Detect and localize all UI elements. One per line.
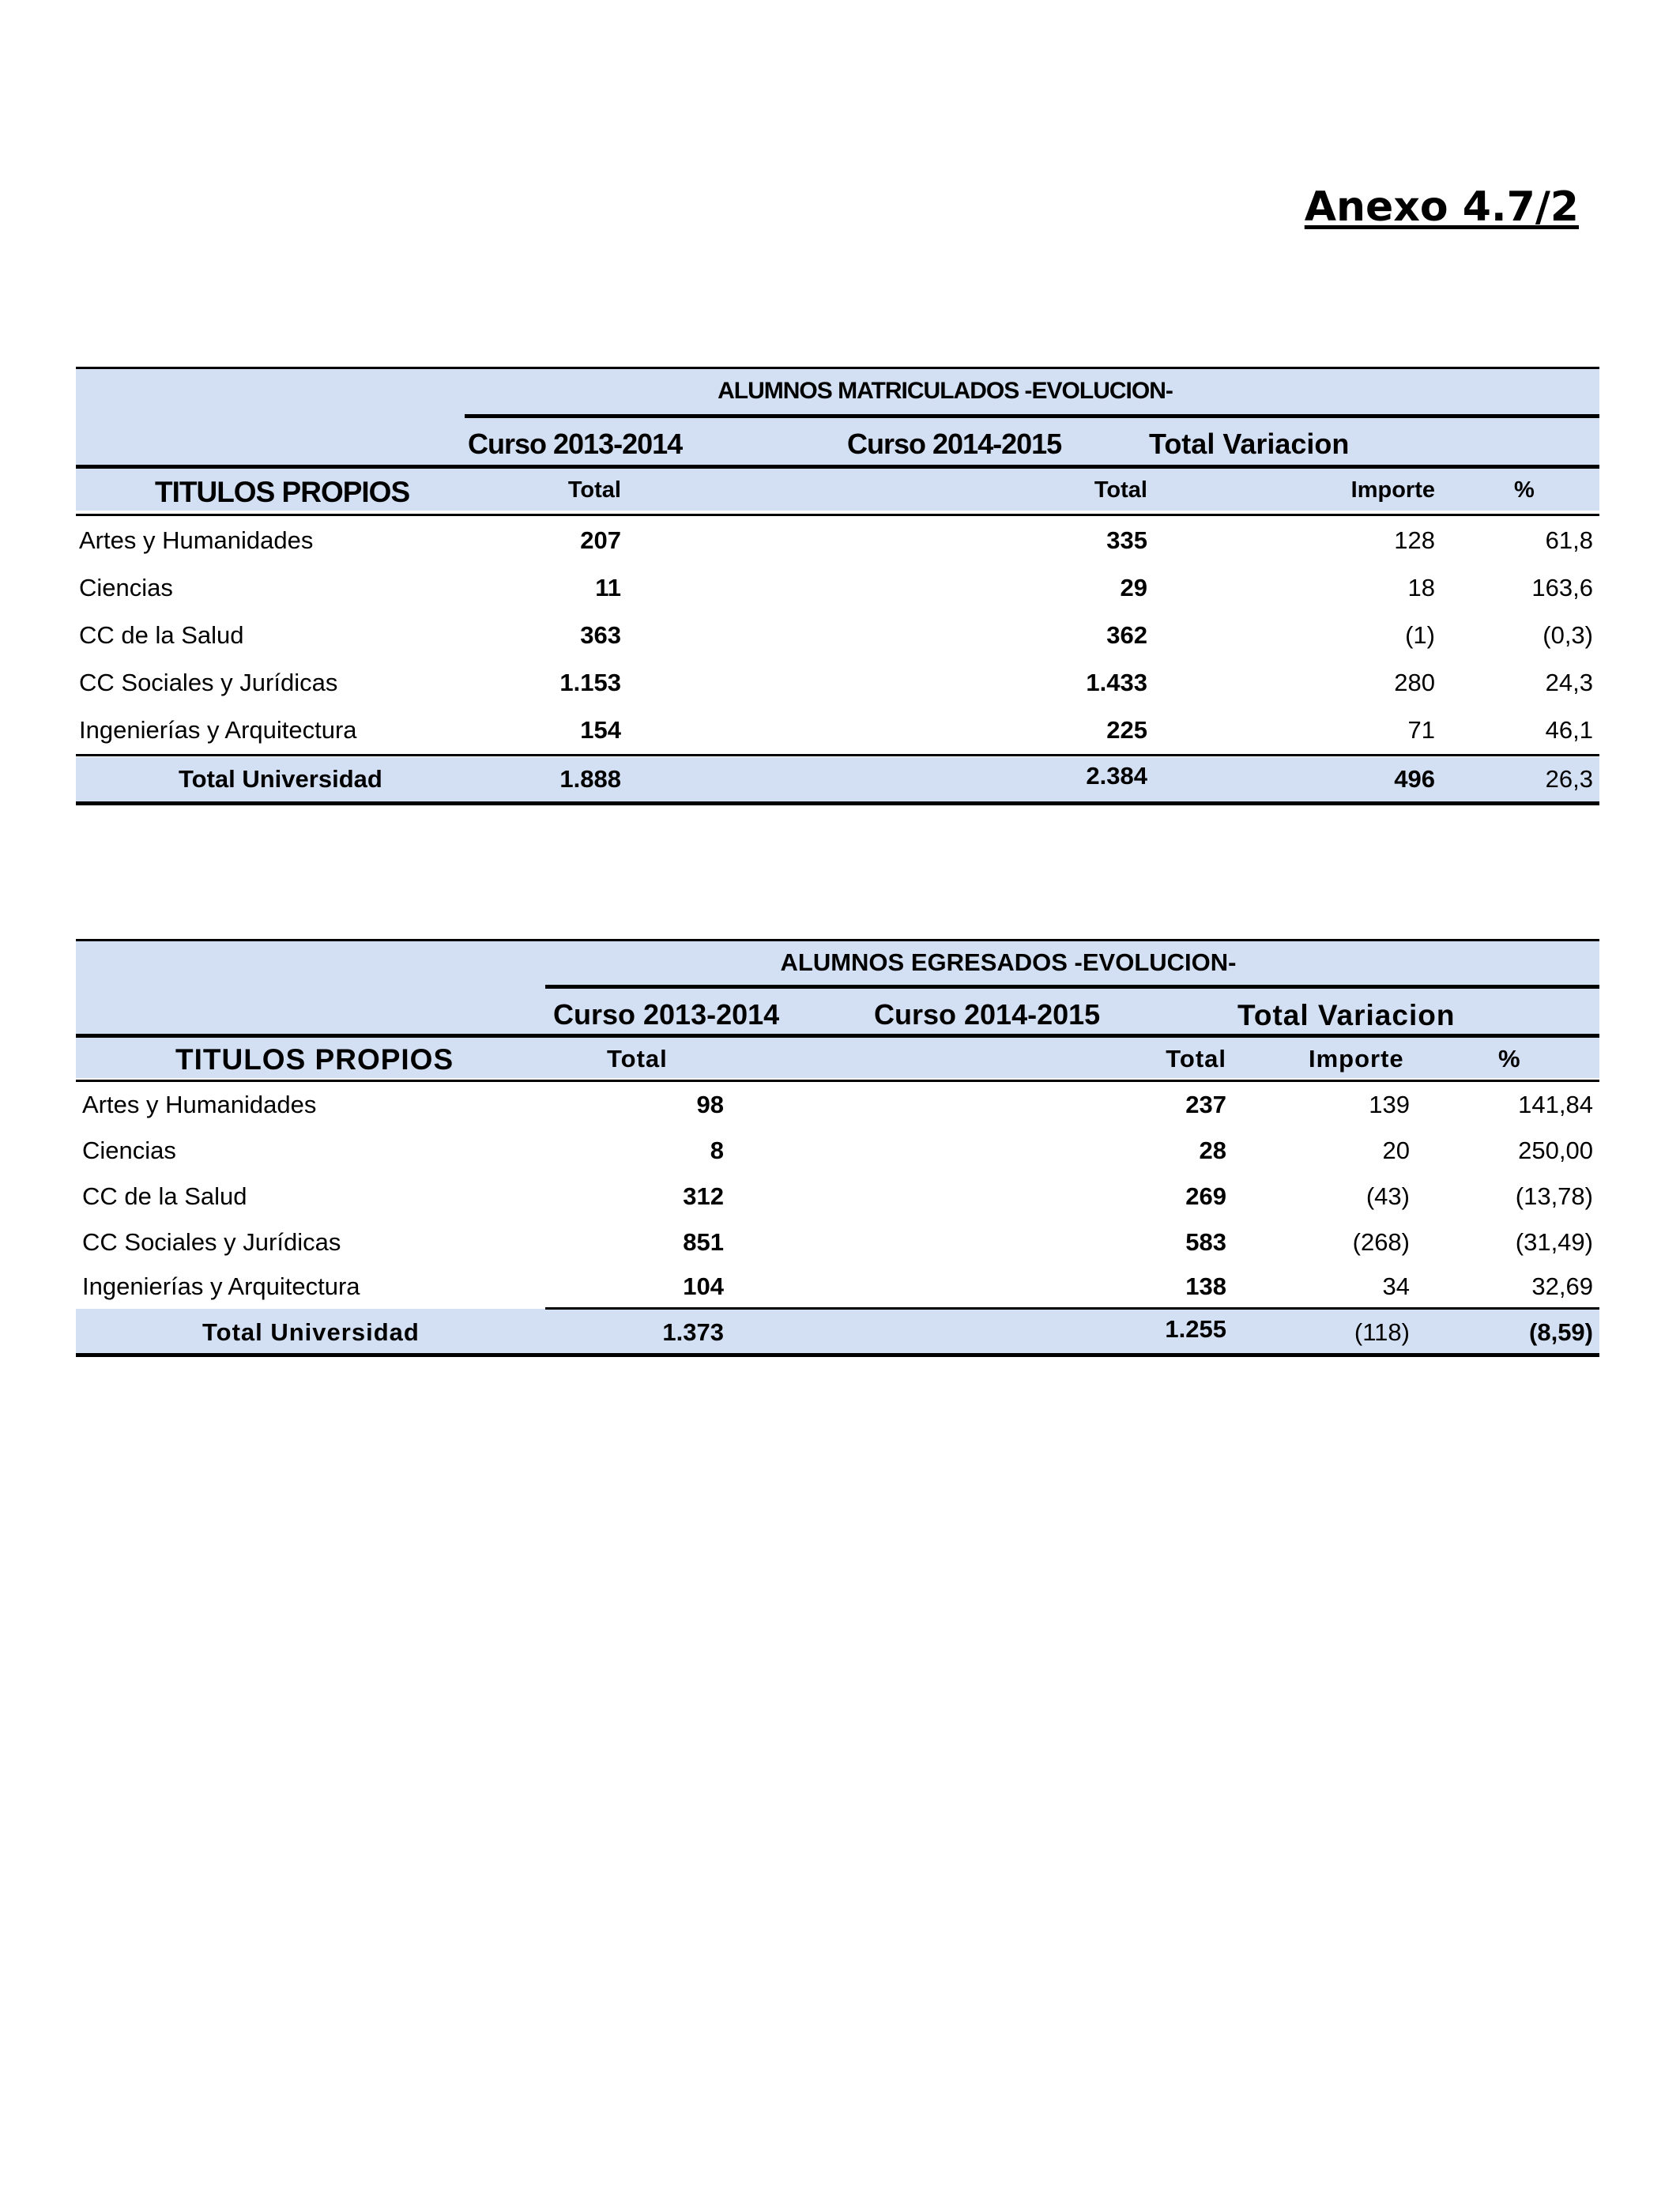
cell-v1: 11	[595, 574, 621, 601]
cell-importe: (43)	[1365, 1182, 1410, 1210]
cell-pct: (0,3)	[1543, 621, 1593, 649]
cell-pct: 24,3	[1545, 669, 1593, 696]
period-header: Curso 2013-2014	[553, 998, 780, 1031]
cell-v2: 362	[1106, 621, 1147, 649]
cell-v2: 138	[1185, 1272, 1226, 1300]
cell-pct: 250,00	[1518, 1137, 1593, 1164]
column-header: %	[1498, 1045, 1520, 1072]
column-header: Total	[1094, 477, 1147, 503]
total-pct: 26,3	[1545, 765, 1593, 793]
total-v2: 2.384	[1086, 762, 1147, 790]
enrolled-students-table	[76, 367, 1599, 806]
cell-v1: 104	[683, 1272, 724, 1300]
total-v2: 1.255	[1165, 1315, 1226, 1343]
total-v1: 1.373	[662, 1318, 724, 1346]
cell-v1: 207	[580, 526, 621, 554]
row-label: Artes y Humanidades	[79, 526, 314, 554]
cell-importe: (1)	[1405, 621, 1435, 649]
row-label: Ciencias	[79, 574, 173, 601]
cell-v2: 29	[1120, 574, 1147, 601]
cell-pct: (31,49)	[1515, 1228, 1593, 1256]
cell-importe: 139	[1369, 1091, 1410, 1118]
graduated-students-table	[76, 939, 1599, 1356]
row-label: Ciencias	[82, 1137, 176, 1164]
cell-v1: 98	[696, 1091, 724, 1118]
row-header: TITULOS PROPIOS	[175, 1043, 454, 1076]
cell-v2: 225	[1106, 716, 1147, 744]
total-importe: 496	[1394, 765, 1435, 793]
total-pct: (8,59)	[1529, 1318, 1593, 1346]
period-header: Total Variacion	[1149, 428, 1350, 460]
cell-pct: 163,6	[1531, 574, 1593, 601]
period-header: Curso 2014-2015	[874, 998, 1101, 1031]
table-title: ALUMNOS MATRICULADOS -EVOLUCION-	[718, 378, 1173, 404]
cell-v2: 237	[1185, 1091, 1226, 1118]
total-label: Total Universidad	[202, 1318, 420, 1346]
total-v1: 1.888	[559, 765, 621, 793]
total-importe: (118)	[1354, 1318, 1410, 1346]
cell-v2: 335	[1106, 526, 1147, 554]
column-header: Total	[607, 1045, 668, 1072]
row-label: CC Sociales y Jurídicas	[79, 669, 338, 696]
cell-v1: 8	[710, 1137, 724, 1164]
cell-importe: 71	[1407, 716, 1435, 744]
cell-v2: 269	[1185, 1182, 1226, 1210]
row-label: Ingenierías y Arquitectura	[79, 716, 357, 744]
cell-v1: 363	[580, 621, 621, 649]
row-header: TITULOS PROPIOS	[155, 476, 410, 508]
cell-v2: 1.433	[1086, 669, 1147, 696]
column-header: Importe	[1309, 1045, 1404, 1072]
cell-pct: 141,84	[1518, 1091, 1593, 1118]
column-header: %	[1514, 477, 1535, 503]
cell-v2: 28	[1199, 1137, 1226, 1164]
table-title: ALUMNOS EGRESADOS -EVOLUCION-	[780, 948, 1237, 976]
cell-importe: 34	[1382, 1272, 1410, 1300]
row-label: CC Sociales y Jurídicas	[82, 1228, 341, 1256]
period-header: Total Variacion	[1237, 999, 1456, 1031]
period-header: Curso 2014-2015	[847, 428, 1062, 460]
cell-v1: 154	[580, 716, 621, 744]
cell-v2: 583	[1185, 1228, 1226, 1256]
cell-pct: 46,1	[1545, 716, 1593, 744]
cell-importe: 128	[1394, 526, 1435, 554]
cell-importe: 280	[1394, 669, 1435, 696]
row-label: Artes y Humanidades	[82, 1091, 317, 1118]
row-label: Ingenierías y Arquitectura	[82, 1272, 360, 1300]
period-header: Curso 2013-2014	[468, 428, 683, 460]
cell-importe: (268)	[1352, 1228, 1410, 1256]
column-header: Total	[567, 477, 621, 503]
row-label: CC de la Salud	[82, 1182, 247, 1210]
cell-v1: 1.153	[559, 669, 621, 696]
cell-v1: 851	[683, 1228, 724, 1256]
cell-pct: 61,8	[1545, 526, 1593, 554]
row-label: CC de la Salud	[79, 621, 244, 649]
cell-v1: 312	[683, 1182, 724, 1210]
annex-title: Anexo 4.7/2	[1304, 183, 1579, 231]
cell-importe: 18	[1407, 574, 1435, 601]
cell-pct: 32,69	[1531, 1272, 1593, 1300]
column-header: Importe	[1350, 477, 1435, 503]
cell-importe: 20	[1382, 1137, 1410, 1164]
column-header: Total	[1166, 1045, 1226, 1072]
total-label: Total Universidad	[179, 765, 382, 793]
cell-pct: (13,78)	[1515, 1182, 1593, 1210]
